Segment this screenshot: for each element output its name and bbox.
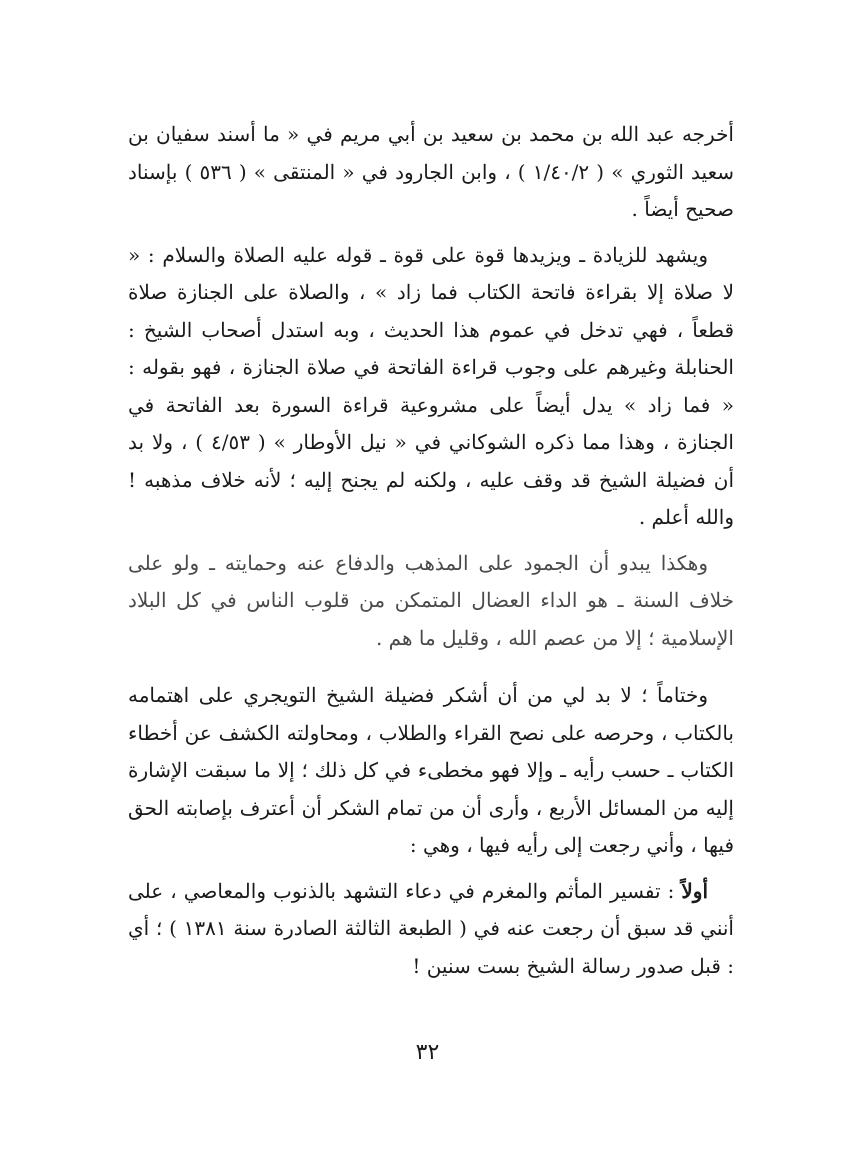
page-number: ٣٢: [415, 1040, 440, 1065]
paragraph-madhhab: وهكذا يبدو أن الجمود على المذهب والدفاع عنه وحمايته ـ ولو على خلاف السنة ـ هو الداء العضال المتمكن من قلوب الناس في كل البلاد الإسلامية ؛ إلا من عصم الله ، وقليل ما هم .: [128, 550, 734, 650]
paragraph-evidence: ويشهد للزيادة ـ ويزيدها قوة على قوة ـ قوله عليه الصلاة والسلام : « لا صلاة إلا بقراءة فاتحة الكتاب فما زاد » ، والصلاة على الجنازة صلاة قطعاً ، فهي تدخل في عموم هذا الحديث ، وبه استدل أصحاب الشيخ : الحنابلة وغيرهم على وجوب قراءة الفاتحة في صلاة الجنازة ، فهو بقوله : « فما زاد » يدل أيضاً على مشروعية قراءة السورة بعد الفاتحة في الجنازة ، وهذا مما ذكره الشوكاني في « نيل الأوطار » ( ٤/٥٣ ) ، ولا بد أن فضيلة الشيخ قد وقف عليه ، ولكنه لم يجنح إليه ؛ لأنه خلاف مذهبه ! والله أعلم .: [128, 242, 734, 529]
body-text: [128, 116, 734, 985]
paragraph-conclusion: وختاماً ؛ لا بد لي من أن أشكر فضيلة الشيخ التويجري على اهتمامه بالكتاب ، وحرصه على نصح القراء والطلاب ، ومحاولته الكشف عن أخطاء الكتاب ـ حسب رأيه ـ وإلا فهو مخطىء في كل ذلك ؛ إلا ما سبقت الإشارة إليه من المسائل الأربع ، وأرى أن من تمام الشكر أن أعترف بإصابته الحق فيها ، وأني رجعت إلى رأيه فيها ، وهي :: [128, 683, 735, 857]
first-point-lead: أولاً: [681, 878, 708, 903]
first-point-text: : تفسير المأثم والمغرم في دعاء التشهد بالذنوب والمعاصي ، على أنني قد سبق أن رجعت عنه في ( الطبعة الثالثة الصادرة سنة ١٣٨١ ) ؛ أي : قبل صدور رسالة الشيخ بست سنين !: [128, 878, 734, 978]
paragraph-first-point: [128, 873, 734, 986]
paragraph-hadith-source: أخرجه عبد الله بن محمد بن سعيد بن أبي مريم في « ما أسند سفيان بن سعيد الثوري » ( ١/٤٠/٢ ) ، وابن الجارود في « المنتقى » ( ٥٣٦ ) بإسناد صحيح أيضاً .: [128, 122, 734, 221]
